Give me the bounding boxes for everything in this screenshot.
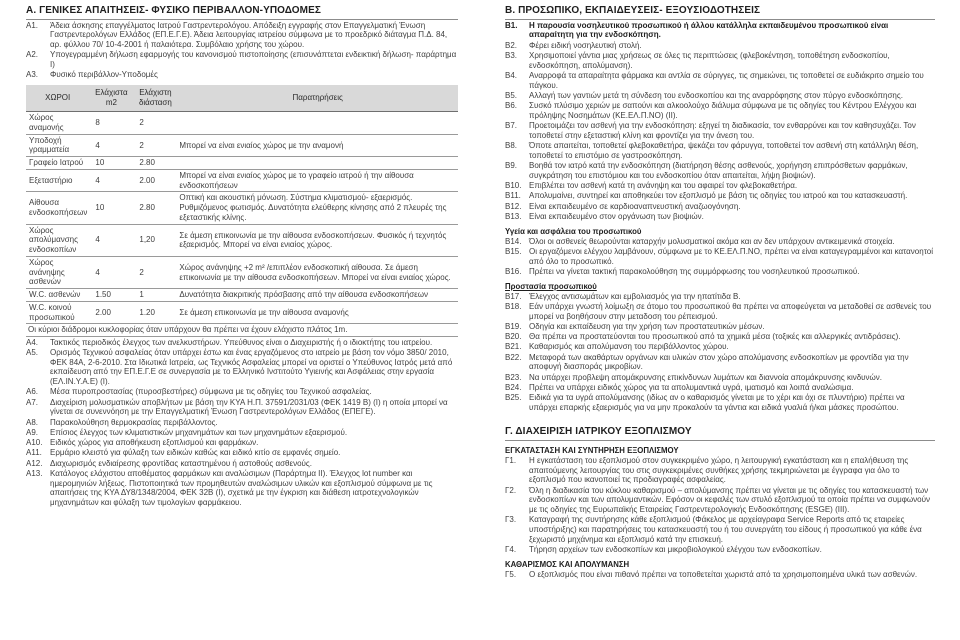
table-cell bbox=[177, 112, 458, 135]
list-item bbox=[505, 71, 935, 91]
table-cell: Μπορεί να είναι ενιαίος χώρος με το γραφείο ιατρού ή την αίθουσα ενδοσκοπήσεων bbox=[177, 169, 458, 192]
table-cell: 1 bbox=[133, 289, 177, 302]
list-item bbox=[505, 332, 935, 342]
protection-subheading: Προστασία προσωπικού bbox=[505, 281, 597, 291]
item-text: Όποτε απαιτείται, τοποθετεί φλεβοκαθετήρα, ψεκάζει τον φάρυγγα, τοποθετεί τον ασθενή στη κατάλληλη θέση, τοποθετεί το επιστόμιο σε γαστροσκόπηση. bbox=[529, 141, 919, 160]
table-cell: 2.80 bbox=[133, 157, 177, 170]
item-code: Α2. bbox=[26, 50, 39, 60]
table-header-cell: ΧΩΡΟΙ bbox=[26, 85, 89, 112]
table-cell: 1.20 bbox=[133, 301, 177, 324]
table-cell: 2 bbox=[133, 112, 177, 135]
list-item bbox=[505, 322, 935, 332]
item-text: Προετοιμάζει τον ασθενή για την ενδοσκόπηση: εξηγεί τη διαδικασία, τον ενθαρρύνει και τον καθησυχάζει. Τον τοποθετεί στην εξεταστική κλίνη και φροντίζει για την άνεση του. bbox=[529, 121, 916, 140]
table-cell: Εξεταστήριο bbox=[26, 169, 89, 192]
list-item bbox=[505, 247, 935, 267]
list-item bbox=[26, 448, 458, 458]
room-requirements-table bbox=[26, 85, 458, 337]
list-item bbox=[505, 181, 935, 191]
list-item bbox=[505, 342, 935, 352]
table-cell bbox=[177, 157, 458, 170]
table-cell: 10 bbox=[89, 192, 133, 224]
list-item bbox=[505, 41, 935, 51]
item-text: Αλλαγή των γαντιών μετά τη σύνδεση του ενδοσκοπίου και της αναρρόφησης στον πύργο ενδοσκόπησης. bbox=[529, 90, 903, 100]
item-text: Ορισμός Τεχνικού ασφαλείας όταν υπάρχει έστω και ένας εργαζόμενος στο ιατρείο με βάση τον νόμο 3850/ 2010, ΦΕΚ 84Α, 2-6-2010. Στα Ιδιωτικά Ιατρεία, ως Τεχνικός Ασφαλείας μπορεί να οριστεί ο Υπεύθυνος Ιατρός μετά από εκπαίδευση από την ΕΠ.Ε.Γ.Ε σε συνεργασία με το Ελληνικό Ινστιτούτο Υγιεινής και Ασφάλειας στην εργασία (ΕΛ.ΙΝ.Υ.Α.Ε) (Ι). bbox=[50, 347, 453, 387]
table-cell: 2.80 bbox=[133, 192, 177, 224]
item-code: Β11. bbox=[505, 191, 521, 201]
table-row bbox=[26, 289, 458, 302]
table-cell: 10 bbox=[89, 157, 133, 170]
list-item bbox=[26, 387, 458, 397]
item-text: Υπογεγραμμένη δήλωση εφαρμογής του κανονισμού πιστοποίησης (επισυνάπτεται ενδεικτική δήλωση- παράρτημα Ι) bbox=[50, 50, 457, 70]
item-code: Β3. bbox=[505, 50, 518, 60]
item-text: Συσκό πλύσιμο χεριών με σαπούνι και αλκοολούχο διάλυμα σύμφωνα με τις οδηγίες του Κέντρου Ελέγχου και πρόληψης Νοσημάτων (ΚΕ.ΕΛ.Π.ΝΟ) (ΙΙ). bbox=[529, 101, 917, 120]
item-text: Οδηγία και εκπαίδευση για την χρήση των προστατευτικών μέσων. bbox=[529, 321, 765, 331]
table-cell: W.C. κοινού προσωπικού bbox=[26, 301, 89, 324]
table-cell: 4 bbox=[89, 256, 133, 288]
list-item bbox=[505, 161, 935, 181]
cleaning-items bbox=[505, 570, 935, 580]
list-item bbox=[505, 515, 935, 544]
item-code: Β22. bbox=[505, 352, 522, 362]
item-code: Β12. bbox=[505, 201, 522, 211]
left-column bbox=[26, 0, 458, 640]
list-item bbox=[26, 418, 458, 428]
list-item bbox=[26, 469, 458, 508]
section-a-heading: Α. ΓΕΝΙΚΕΣ ΑΠΑΙΤΗΣΕΙΣ- ΦΥΣΙΚΟ ΠΕΡΙΒΑΛΛΟΝ-ΥΠΟΔΟΜΕΣ bbox=[26, 5, 458, 20]
section-a-items-bottom bbox=[26, 338, 458, 508]
item-text: Παρακολούθηση θερμοκρασίας περιβάλλοντος. bbox=[50, 417, 218, 427]
item-text: Απολυμαίνει, συντηρεί και αποθηκεύει τον εξοπλισμό με βάση τις οδηγίες του ιατρού και του κατασκευαστή. bbox=[529, 191, 908, 201]
list-item bbox=[26, 438, 458, 448]
list-item bbox=[505, 21, 935, 41]
list-item bbox=[505, 373, 935, 383]
list-item bbox=[505, 292, 935, 302]
list-item bbox=[505, 191, 935, 201]
list-item bbox=[505, 383, 935, 393]
item-text: Μεταφορά των ακαθάρτων οργάνων και υλικών στον χώρο απολύμανσης ενδοσκοπίων με φροντίδα για την αποφυγή διασποράς μικροβίων. bbox=[529, 352, 909, 372]
item-code: Α5. bbox=[26, 347, 39, 357]
table-row bbox=[26, 301, 458, 324]
item-code: Α13. bbox=[26, 468, 43, 478]
item-code: Α10. bbox=[26, 438, 43, 448]
table-cell: Υποδοχή γραμματεία bbox=[26, 134, 89, 157]
item-text: Φυσικό περιβάλλον-Υποδομές bbox=[50, 70, 158, 80]
list-item bbox=[505, 456, 935, 485]
item-code: Α6. bbox=[26, 387, 39, 397]
item-text: Όλη η διαδικασία του κύκλου καθαρισμού – απολύμανσης πρέπει να γίνεται με τις οδηγίες του κατασκευαστή των ενδοσκοπίων και των απολυμαντικών. Εφόσον οι κεφαλές των στυλό εξοπλισμού τα οποία πρέπει να συμφωνούν με τις οδηγίες της Ευρωπαϊκής Εταιρείας Γαστρεντερολογικής Ενδοσκόπησης (ESGE) (ΙΙΙ). bbox=[529, 485, 930, 515]
list-item bbox=[26, 398, 458, 418]
list-item bbox=[26, 459, 458, 469]
item-text: Η παρουσία νοσηλευτικού προσωπικού ή άλλου κατάλληλα εκπαιδευμένου προσωπικού είναι απαραίτητη για την ενδοσκόπηση. bbox=[529, 20, 889, 40]
item-text: Επίσιος έλεγχος των κλιματιστικών μηχανημάτων και των μηχανημάτων εξαερισμού. bbox=[50, 427, 348, 437]
list-item bbox=[505, 51, 935, 71]
item-text: Θα πρέπει να προστατεύονται του προσωπικού από τα χημικά μέσα (τοξικές και αλλεργικές αντιδράσεις). bbox=[529, 332, 901, 342]
list-item bbox=[505, 267, 935, 277]
table-row bbox=[26, 192, 458, 224]
list-item bbox=[505, 91, 935, 101]
table-header-cell: Παρατηρήσεις bbox=[177, 85, 458, 112]
item-code: Β14. bbox=[505, 236, 522, 246]
item-text: Κατάλογος ελάχιστου αποθέματος φαρμάκων και αναλώσιμων (Παράρτημα ΙΙ). Έλεγχος lot number και ημερομηνιών λήξεως. Πιστοποιητικά των προμηθευτών αναλώσιμων υλικών και εξοπλισμού σύμφωνα με τις απαιτήσεις της ΚΥΑ ΔΥ8/1348/2004, ΦΕΚ 32Β (Ι), σχετικά με την έγκριση και διάθεση ιατροτεχνολογικών μηχανημάτων και φύλαξη των τιμολογίων φαρμάκειου. bbox=[50, 468, 433, 508]
table-cell: Μπορεί να είναι ενιαίος χώρος με την αναμονή bbox=[177, 134, 458, 157]
item-text: Τακτικός περιοδικός έλεγχος των ανελκυστήρων. Υπεύθυνος είναι ο Διαχειριστής ή ο ιδιοκτήτης του ιατρείου. bbox=[50, 337, 433, 347]
table-cell: Σε άμεση επικοινωνία με την αίθουσα αναμονής bbox=[177, 301, 458, 324]
list-item bbox=[26, 50, 458, 70]
table-cell: 4 bbox=[89, 169, 133, 192]
item-text: Πρέπει να γίνεται τακτική παρακολούθηση της συμμόρφωσης του νοσηλευτικού προσωπικού. bbox=[529, 266, 860, 276]
item-text: Είναι εκπαιδευμένο στον οργάνωση των βιοψιών. bbox=[529, 211, 704, 221]
item-text: Μέσα πυροπροστασίας (πυροσβεστήρες) σύμφωνα με τις οδηγίες του Τεχνικού ασφαλείας. bbox=[50, 387, 372, 397]
table-row bbox=[26, 224, 458, 256]
list-item bbox=[505, 212, 935, 222]
table-cell: 2.00 bbox=[89, 301, 133, 324]
item-code: Β7. bbox=[505, 121, 518, 131]
item-text: Φέρει ειδική νοσηλευτική στολή. bbox=[529, 40, 642, 50]
item-code: Β6. bbox=[505, 101, 518, 111]
table-cell: 4 bbox=[89, 224, 133, 256]
list-item bbox=[26, 338, 458, 348]
item-code: Β20. bbox=[505, 332, 522, 342]
table-cell: 2.00 bbox=[133, 169, 177, 192]
list-item bbox=[505, 202, 935, 212]
item-text: Άδεια άσκησης επαγγέλματος Ιατρού Γαστρεντερολόγου. Απόδειξη εγγραφής στον Επαγγελματική Ένωση Γαστρεντερολόγων Ελλάδος (ΕΠ.Ε.Γ.Ε). Άδεια λειτουργίας ιατρείου σύμφωνα με το προεδρικό διάταγμα Π.Δ. 84, αρ. φύλλου 70/ 10-4-2001 ή παλαιότερα. Συμβόλαιο χρήσης του χώρου. bbox=[50, 20, 448, 50]
item-code: Β9. bbox=[505, 161, 518, 171]
item-text: Πρέπει να υπάρχει ειδικός χώρος για τα απολυμαντικά υγρά, ιματισμό και λοιπά αναλώσιμα. bbox=[529, 382, 854, 392]
table-cell: Δυνατότητα διακριτικής πρόσβασης από την αίθουσα ενδοσκοπήσεων bbox=[177, 289, 458, 302]
item-text: Έλεγχος αντισωμάτων και εμβολιασμός για την ηπατίτιδα Β. bbox=[529, 291, 741, 301]
item-text: Ειδικός χώρος για αποθήκευση εξοπλισμού και φαρμάκων. bbox=[50, 438, 259, 448]
item-code: Β2. bbox=[505, 40, 518, 50]
list-item bbox=[505, 302, 935, 322]
table-cell: 4 bbox=[89, 134, 133, 157]
item-text: Να υπάρχει προβλεψη απομάκρυνσης επικίνδυνων λυμάτων και διαννοία απομάκρυνσης κινδυνών. bbox=[529, 372, 883, 382]
right-column bbox=[505, 0, 935, 640]
item-text: Εάν υπάρχει γνωστή λοίμωξη σε άτομο του προσωπικού θα πρέπει να αποφεύγεται να μεταδοθεί σε ασθενείς του μπορεί να βοηθήσουν στην μεταδοση του ρέπεισμού. bbox=[529, 301, 932, 321]
item-text: Αναρροφά τα απαραίτητα φάρμακα και αντλία σε σύριγγες, τις σημειώνει, τις τοποθετεί σε ευδιάκριτο σημείο του πάγκου. bbox=[529, 70, 924, 90]
section-b-heading: Β. ΠΡΟΣΩΠΙΚΟ, ΕΚΠΑΙΔΕΥΣΕΙΣ- ΕΞΟΥΣΙΟΔΟΤΗΣΕΙΣ bbox=[505, 5, 935, 20]
list-item bbox=[505, 353, 935, 373]
item-code: Β17. bbox=[505, 291, 522, 301]
item-text: Διαχωρισμός ενδιαίρεσης φροντίδας καταστημένου ή αστοθούς ασθενούς. bbox=[50, 458, 312, 468]
item-text: Είναι εκπαιδευμένο σε καρδιοαναπνευστική αναζωογόνηση. bbox=[529, 201, 741, 211]
cleaning-subheading: ΚΑΘΑΡΙΣΜΟΣ ΚΑΙ ΑΠΟΛΥΜΑΝΣΗ bbox=[505, 559, 630, 569]
item-text: Ο εξοπλισμός που είναι πιθανό πρέπει να τοποθετείται χωριστά από τα χρησιμοποιημένα υλικά των ασθενών. bbox=[529, 569, 918, 579]
item-text: Βοηθά τον ιατρό κατά την ενδοσκόπηση (διατήρηση θέσης ασθενούς, χορήγηση επιπρόσθετων φαρμάκων, συγκράτηση του επιστόμιου και του ενδοσκοπίου όταν απαιτείται, λήψη βιοψιών). bbox=[529, 161, 908, 180]
list-item bbox=[505, 121, 935, 141]
item-code: Β1. bbox=[505, 20, 518, 30]
item-code: Β24. bbox=[505, 382, 522, 392]
item-text: Διαχείριση μολυσματικών αποβλήτων με βάση την ΚΥΑ Η.Π. 37591/2031/03 (ΦΕΚ 1419 Β) (Ι) η οποία μπορεί να γίνεται σε συνεννόηση με την Επαγγελματική Ένωση Γαστρεντερολόγων Ελλάδος (ΕΠΕΓΕ). bbox=[50, 397, 448, 417]
item-code: Β8. bbox=[505, 141, 518, 151]
item-code: Β25. bbox=[505, 393, 522, 403]
section-a-items-top bbox=[26, 21, 458, 81]
item-text: Χρησιμοποιεί γάντια μιας χρήσεως σε όλες τις περιπτώσεις (φλεβοκέντηση, τοποθέτηση ενδοσκοπίου, ενδοσκόπηση, απολύμανση). bbox=[529, 50, 890, 70]
table-cell: Σε άμεση επικοινωνία με την αίθουσα ενδοσκοπήσεων. Φυσικός ή τεχνητός εξαερισμός. Μπορεί να είναι ενιαίος χώρος. bbox=[177, 224, 458, 256]
item-text: Επιβλέπει τον ασθενή κατά τη ανάνηψη και του αφαιρεί τον φλεβοκαθετήρα. bbox=[529, 181, 798, 191]
table-row bbox=[26, 169, 458, 192]
item-code: Α4. bbox=[26, 337, 39, 347]
item-code: Γ4. bbox=[505, 545, 517, 555]
item-text: Καθαρισμός και απολύμανση του περιβάλλοντος χώρου. bbox=[529, 342, 729, 352]
table-cell: Αίθουσα ενδοσκοπήσεων bbox=[26, 192, 89, 224]
item-code: Β23. bbox=[505, 372, 522, 382]
table-cell: Χώρος αναμονής bbox=[26, 112, 89, 135]
item-code: Β15. bbox=[505, 246, 522, 256]
item-code: Β18. bbox=[505, 301, 522, 311]
table-row bbox=[26, 112, 458, 135]
item-code: Α9. bbox=[26, 427, 39, 437]
item-text: Όλοι οι ασθενείς θεωρούνται καταρχήν μολυσματικοί ακόμα και αν δεν υπάρχουν αντικειμενικά στοιχεία. bbox=[529, 236, 895, 246]
hygiene-subheading: Υγεία και ασφάλεια του προσωπικού bbox=[505, 226, 642, 236]
item-text: Ερμάριο κλειστό για φύλαξη των ειδικών καθώς και ειδικό κιτίο σε εμφανές σημείο. bbox=[50, 448, 341, 458]
item-code: Β13. bbox=[505, 211, 522, 221]
list-item bbox=[26, 348, 458, 387]
table-cell: Χώρος απολύμανσης ενδοσκοπίων bbox=[26, 224, 89, 256]
table-header-cell: Ελάχιστα m2 bbox=[89, 85, 133, 112]
table-cell: 1.50 bbox=[89, 289, 133, 302]
table-row bbox=[26, 134, 458, 157]
item-code: Β4. bbox=[505, 70, 518, 80]
item-text: Οι εργαζόμενοι ελέγχου λαμβάνουν, σύμφωνα με το ΚΕ.ΕΛ.Π.ΝΟ, πρέπει να είναι καταγεγραμμένοι και κατανοητοί από όλο το προσωπικό. bbox=[529, 246, 933, 266]
item-code: Β21. bbox=[505, 342, 522, 352]
list-item bbox=[505, 486, 935, 515]
item-code: Γ2. bbox=[505, 485, 517, 495]
item-code: Γ5. bbox=[505, 569, 517, 579]
item-code: Α1. bbox=[26, 20, 39, 30]
item-text: Καταγραφή της συντήρησης κάθε εξοπλισμού (Φάκελος με αρχείαγραφα Service Reports από τις εταιρείες υποστήριξης) και παρατηρήσεις του κατασκευαστή του ή του συνεργάτη του είδους ή προσωπικού για κάθε ένα ξεχωριστό μηχάνημα και εξοπλισμό κατά την επισκευή. bbox=[529, 515, 922, 544]
table-cell: W.C. ασθενών bbox=[26, 289, 89, 302]
list-item bbox=[26, 21, 458, 50]
section-b-items bbox=[505, 21, 935, 222]
item-code: Β10. bbox=[505, 181, 522, 191]
item-text: Τήρηση αρχείων των ενδοσκοπίων και μικροβιολογικού ελέγχου των ενδοσκοπίων. bbox=[529, 545, 822, 555]
list-item bbox=[505, 237, 935, 247]
list-item bbox=[26, 428, 458, 438]
list-item bbox=[505, 141, 935, 161]
item-text: Η εγκατάσταση του εξοπλισμού στον συγκεκριμένο χώρο, η λειτουργική εγκατάσταση και η επαλήθευση της απαιτούμενης λειτουργίας του στις συγκεκριμένες συνθήκες χρήσης τεκμηριώνεται με έγγραφα για όλο το εξοπλισμό που ικανοποιεί τις προδιαγραφές ασφαλείας. bbox=[529, 455, 909, 485]
table-footer bbox=[26, 324, 458, 337]
item-code: Α12. bbox=[26, 458, 43, 468]
table-cell: Οπτική και ακουστική μόνωση. Σύστημα κλιματισμού- εξαερισμός. Ρυθμιζόμενος φωτισμός. Δυνατότητα ελεύθερης κίνησης από 2 πλευρές της εξεταστικής κλίνης. bbox=[177, 192, 458, 224]
section-g-heading: Γ. ΔΙΑΧΕΙΡΙΣΗ ΙΑΤΡΙΚΟΥ ΕΞΟΠΛΙΣΜΟΥ bbox=[505, 426, 935, 441]
table-body bbox=[26, 112, 458, 324]
item-code: Α8. bbox=[26, 417, 39, 427]
item-code: Γ3. bbox=[505, 515, 517, 525]
item-code: Β16. bbox=[505, 266, 522, 276]
install-subheading: ΕΓΚΑΤΑΣΤΑΣΗ ΚΑΙ ΣΥΝΤΗΡΗΣΗ ΕΞΟΠΛΙΣΜΟΥ bbox=[505, 445, 679, 455]
item-code: Α11. bbox=[26, 448, 42, 458]
protection-items bbox=[505, 292, 935, 413]
table-cell: Χώρος ανάνηψης ασθενών bbox=[26, 256, 89, 288]
item-code: Γ1. bbox=[505, 455, 517, 465]
list-item bbox=[505, 393, 935, 413]
table-row bbox=[26, 256, 458, 288]
item-text: Ειδικά για τα υγρά απολύμανσης (ιδίως αν ο καθαρισμός γίνεται με το χέρι και όχι σε πλυντήριο) πρέπει να υπάρχει επαρκής εξαερισμός για να μην προκαλούν τα γάντια και ειδικά γυαλιά ή/και μάσκες προσώπου. bbox=[529, 393, 905, 412]
item-code: Β5. bbox=[505, 90, 518, 100]
list-item bbox=[26, 70, 458, 80]
table-cell: 2 bbox=[133, 134, 177, 157]
item-code: Β19. bbox=[505, 321, 522, 331]
item-code: Α7. bbox=[26, 397, 39, 407]
install-items bbox=[505, 456, 935, 555]
hygiene-items bbox=[505, 237, 935, 277]
table-footnote: Οι κύριοι διάδρομοι κυκλοφορίας όταν υπάρχουν θα πρέπει να έχουν ελάχιστο πλάτος 1m. bbox=[26, 324, 458, 337]
table-cell: Χώρος ανάνηψης +2 m² /επιπλέον ενδοσκοπική αίθουσα. Σε άμεση επικοινωνία με την αίθουσα ενδοσκοπήσεων. Μπορεί να είναι ενιαίος χώρος. bbox=[177, 256, 458, 288]
table-cell: 1,20 bbox=[133, 224, 177, 256]
list-item bbox=[505, 570, 935, 580]
table-cell: 8 bbox=[89, 112, 133, 135]
table-cell: 2 bbox=[133, 256, 177, 288]
item-code: Α3. bbox=[26, 70, 39, 80]
table-header bbox=[26, 85, 458, 112]
table-header-cell: Ελάχιστη διάσταση bbox=[133, 85, 177, 112]
table-row bbox=[26, 157, 458, 170]
list-item bbox=[505, 101, 935, 121]
list-item bbox=[505, 545, 935, 555]
table-cell: Γραφείο Ιατρού bbox=[26, 157, 89, 170]
